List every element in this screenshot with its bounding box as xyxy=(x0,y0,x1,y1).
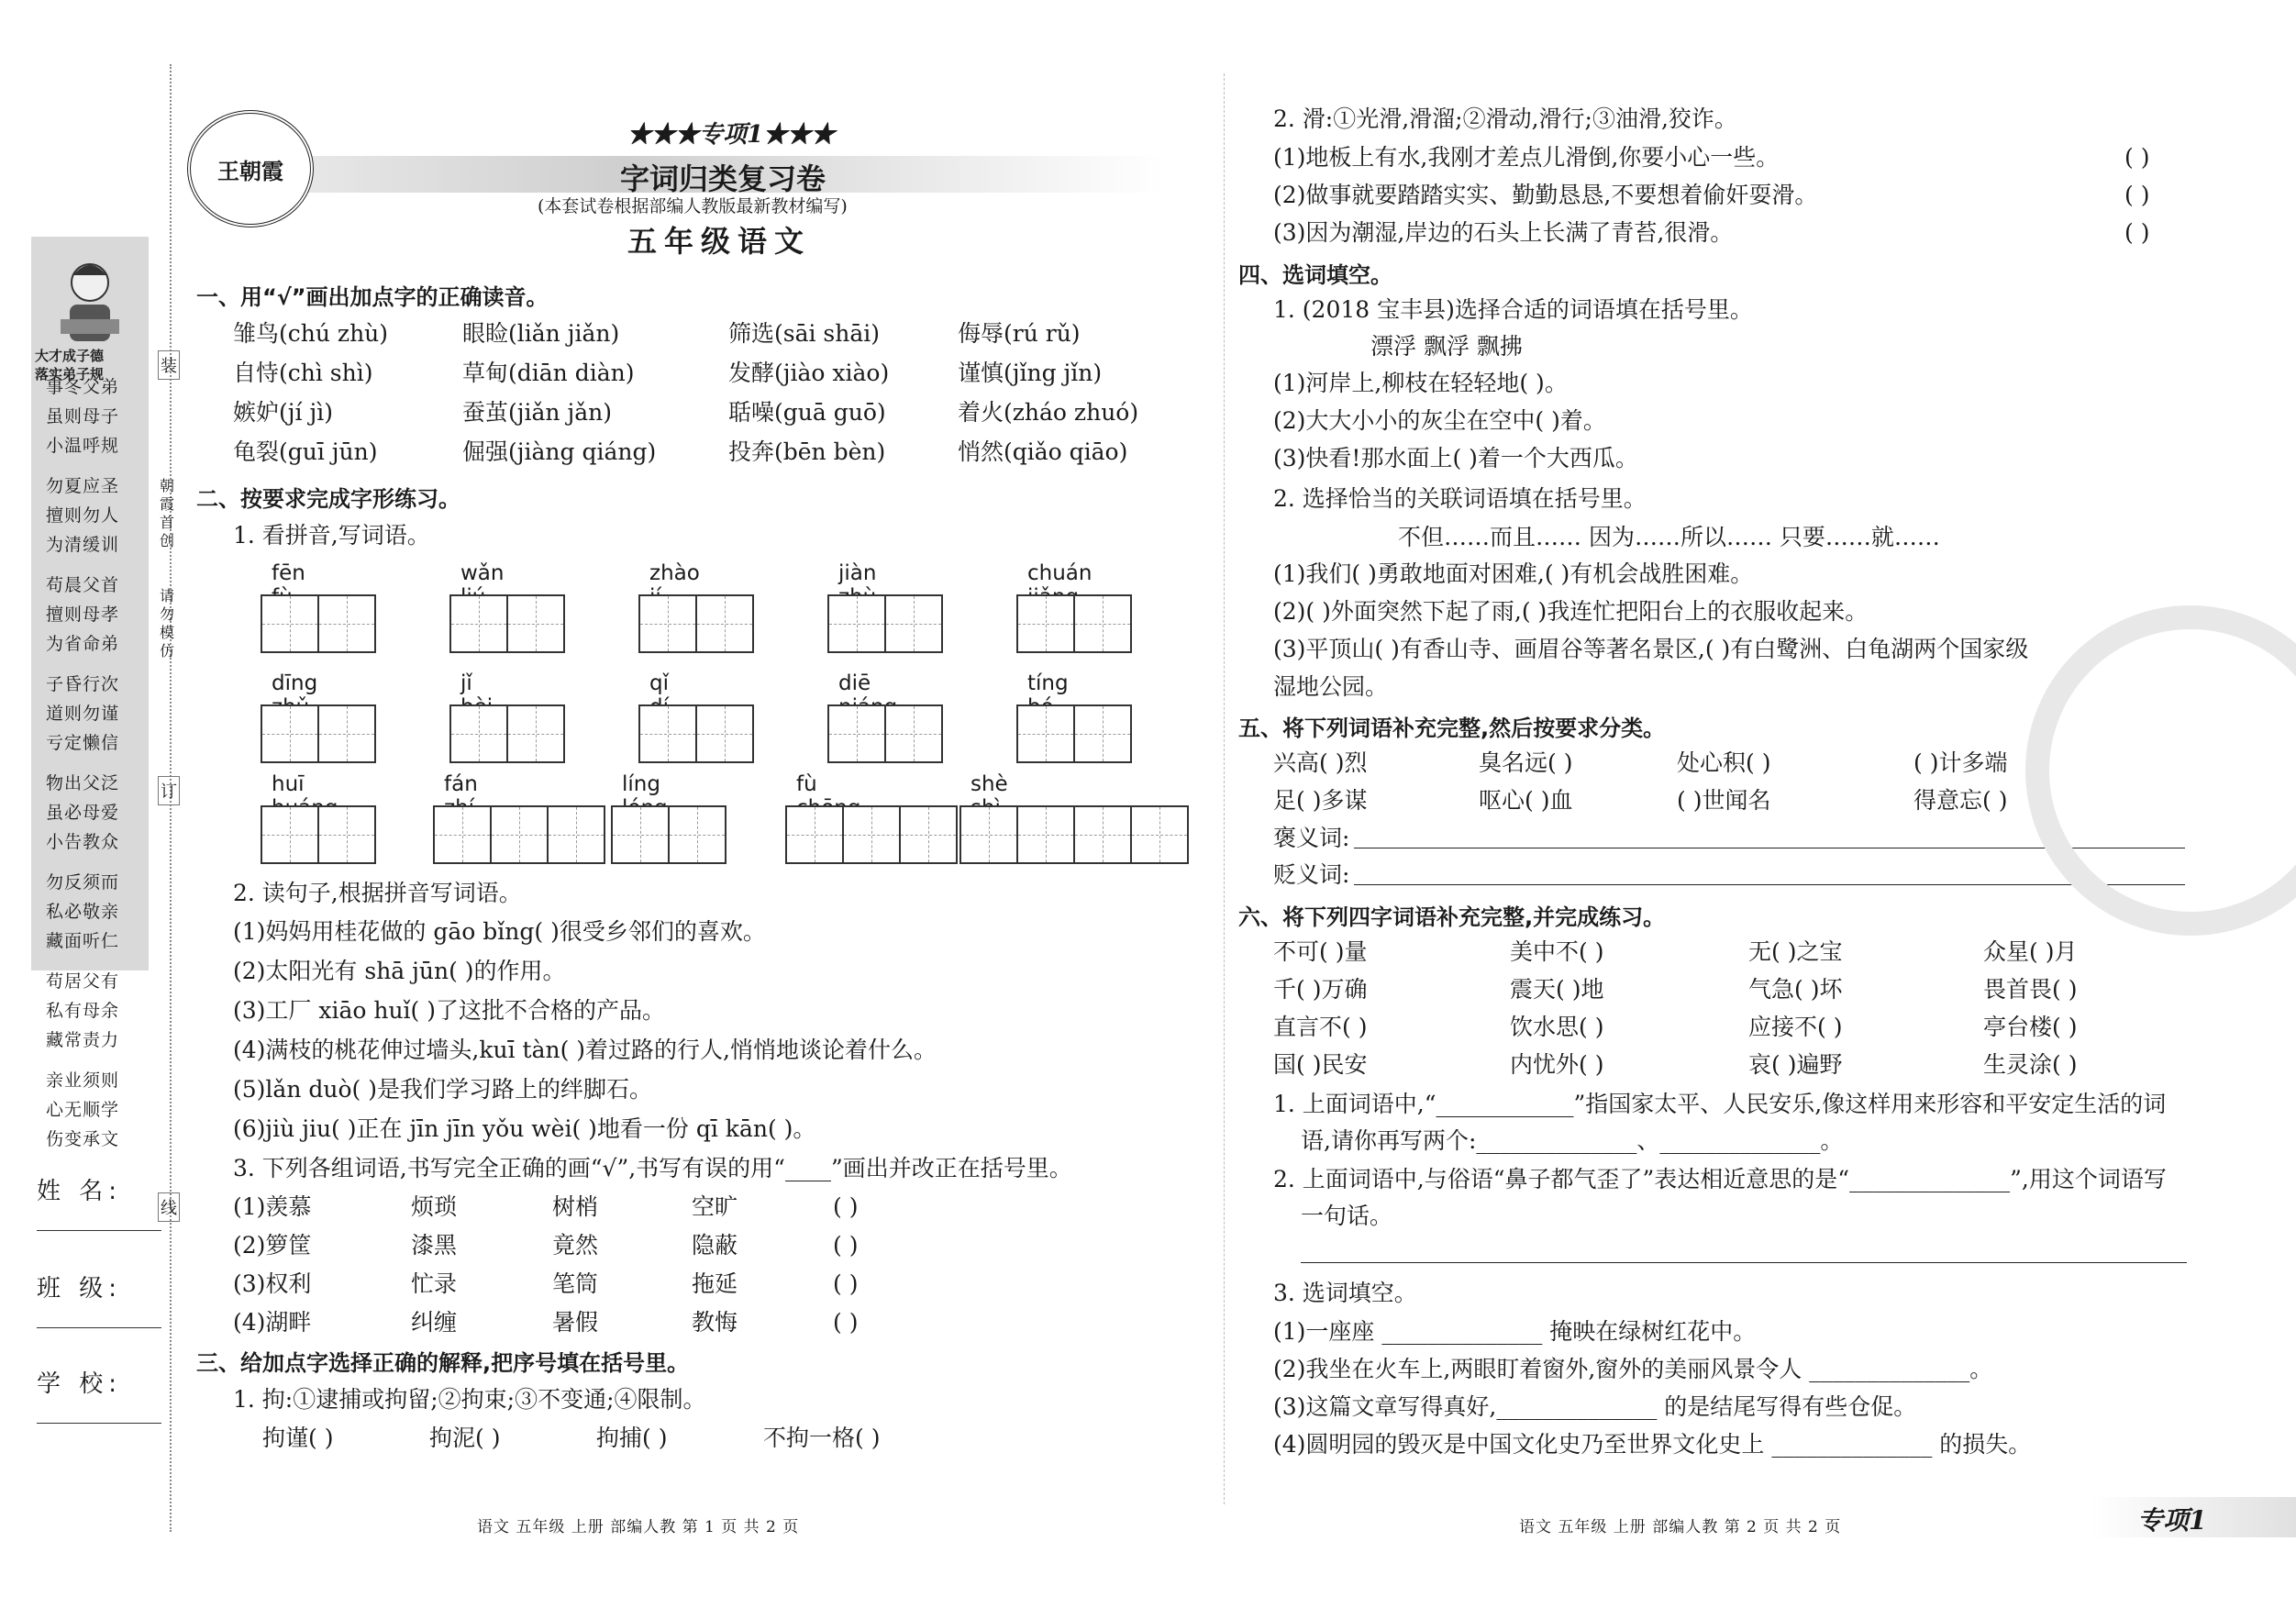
word-cell: 树梢 xyxy=(552,1193,599,1220)
word-cell: 拖延 xyxy=(692,1270,738,1297)
idiom-blank[interactable]: ( )世闻名 xyxy=(1677,787,1771,814)
character-box[interactable] xyxy=(638,594,697,653)
derog-label: 贬义词: xyxy=(1273,861,1350,888)
fill-in-sentence[interactable]: (2)我坐在火车上,两眼盯着窗外,窗外的美丽风景令人 ______________。 xyxy=(1273,1356,1993,1382)
brand-logo xyxy=(187,110,314,227)
s6-q2b: 一句话。 xyxy=(1301,1203,1393,1229)
sidebar-rule-line: 心无顺学 xyxy=(46,1100,120,1120)
pronunciation-item[interactable]: 雏鸟(chú zhù) xyxy=(233,320,389,347)
fill-in-sentence[interactable]: (3)平顶山( )有香山寺、画眉谷等著名景区,( )有白鹭洲、白龟湖两个国家级 xyxy=(1273,636,2029,662)
pinyin-label: jǐ xyxy=(460,671,472,695)
pronunciation-item[interactable]: 聒噪(guā guō) xyxy=(728,399,886,426)
s2-q2: 2. 读句子,根据拼音写词语。 xyxy=(233,880,522,906)
fill-in-sentence[interactable]: (4)圆明园的毁灭是中国文化史乃至世界文化史上 ______________ 的损失。 xyxy=(1273,1431,2032,1458)
page-title: 字词归类复习卷 xyxy=(620,161,826,196)
name-input-line[interactable] xyxy=(37,1230,161,1231)
character-box[interactable] xyxy=(1073,594,1132,653)
pinyin-label: tíng xyxy=(1027,671,1069,695)
sidebar-rule-line: 藏常责力 xyxy=(46,1030,120,1050)
character-box-group xyxy=(1018,704,1132,763)
idiom-blank[interactable]: 无( )之宝 xyxy=(1748,938,1843,965)
word-cell: (3)权利 xyxy=(233,1270,312,1297)
sidebar-rule-line: 伤变承文 xyxy=(46,1129,120,1149)
s4-q1: 1. (2018 宝丰县)选择合适的词语填在括号里。 xyxy=(1273,296,1753,323)
character-box[interactable] xyxy=(490,805,549,864)
s3-q2: 2. 滑:①光滑,滑溜;②滑动,滑行;③油滑,狡诈。 xyxy=(1273,105,1737,132)
character-box[interactable] xyxy=(959,805,1018,864)
idiom-blank[interactable]: 饮水思( ) xyxy=(1510,1014,1604,1040)
binding-mark: 朝霞首创 xyxy=(160,477,175,549)
binding-mark: 装 xyxy=(158,350,180,380)
character-box[interactable] xyxy=(1016,704,1075,763)
word-cell: 烦琐 xyxy=(411,1193,458,1220)
answer-bracket[interactable]: ( ) xyxy=(833,1232,859,1259)
character-box[interactable] xyxy=(317,704,376,763)
s4-q1-words: 漂浮 飘浮 飘拂 xyxy=(1370,333,1523,360)
idiom-blank[interactable]: 兴高( )烈 xyxy=(1273,749,1368,776)
binding-mark: 线 xyxy=(158,1192,180,1222)
fill-in-sentence[interactable]: 湿地公园。 xyxy=(1273,673,1389,700)
character-box[interactable] xyxy=(827,704,886,763)
character-box[interactable] xyxy=(261,594,319,653)
character-box[interactable] xyxy=(261,805,319,864)
class-input-line[interactable] xyxy=(37,1327,161,1328)
child-reading-illustration xyxy=(53,248,127,358)
idiom-blank[interactable]: 处心积( ) xyxy=(1677,749,1771,776)
character-box[interactable] xyxy=(317,805,376,864)
sidebar-rule-line: 为省命弟 xyxy=(46,634,120,654)
character-box[interactable] xyxy=(884,704,943,763)
idiom-blank[interactable]: 得意忘( ) xyxy=(1913,787,2008,814)
word-cell: (4)湖畔 xyxy=(233,1309,312,1336)
section-label: ★★★专项1★★★ xyxy=(627,121,836,149)
idiom-blank[interactable]: 畏首畏( ) xyxy=(1983,976,2078,1003)
fill-in-sentence[interactable]: (2)太阳光有 shā jūn( )的作用。 xyxy=(233,958,566,984)
school-field xyxy=(37,1365,161,1424)
pronunciation-item[interactable]: 投奔(bēn bèn) xyxy=(728,438,886,465)
answer-bracket[interactable]: ( ) xyxy=(833,1309,859,1336)
sidebar-rule-line: 事冬父弟 xyxy=(46,377,120,397)
s3-title: 三、给加点字选择正确的解释,把序号填在括号里。 xyxy=(196,1350,690,1376)
character-box[interactable] xyxy=(842,805,901,864)
sentence-text: (3)因为潮湿,岸边的石头上长满了青苔,很滑。 xyxy=(1273,219,1734,246)
footer-left: 语文 五年级 上册 部编人教 第 1 页 共 2 页 xyxy=(477,1518,800,1536)
meaning-choice[interactable]: 拘捕( ) xyxy=(596,1425,668,1451)
character-box-group xyxy=(961,805,1189,864)
pinyin-label: fēn xyxy=(272,561,305,585)
idiom-blank[interactable]: 臭名远( ) xyxy=(1479,749,1573,776)
pinyin-label: fù xyxy=(796,772,817,796)
character-box[interactable] xyxy=(695,594,754,653)
motto-line: 落实弟子规 xyxy=(35,366,105,383)
pinyin-label: dīng xyxy=(272,671,318,695)
character-box[interactable] xyxy=(884,594,943,653)
character-box-group xyxy=(1018,594,1132,653)
pronunciation-item[interactable]: 自恃(chì shì) xyxy=(233,360,373,386)
fill-in-sentence[interactable]: (1)我们( )勇敢地面对困难,( )有机会战胜困难。 xyxy=(1273,560,1754,587)
meaning-choice[interactable]: 拘泥( ) xyxy=(429,1425,501,1451)
character-box[interactable] xyxy=(668,805,727,864)
sidebar-rule-line: 勿夏应圣 xyxy=(46,476,120,496)
word-cell: (2)箩筐 xyxy=(233,1232,312,1259)
sidebar-rule-line: 私必敬亲 xyxy=(46,902,120,922)
class-field xyxy=(37,1270,161,1328)
answer-bracket[interactable]: ( ) xyxy=(2124,144,2150,171)
idiom-blank[interactable]: ( )计多端 xyxy=(1913,749,2008,776)
sentence-answer-line[interactable] xyxy=(1301,1262,2187,1263)
s6-title: 六、将下列四字词语补充完整,并完成练习。 xyxy=(1238,904,1666,930)
character-box-group xyxy=(262,805,376,864)
s6-q1a: 1. 上面词语中,“____________”指国家太平、人民安乐,像这样用来形容和平安定生活的词 xyxy=(1273,1091,2167,1117)
idiom-blank[interactable]: 直言不( ) xyxy=(1273,1014,1368,1040)
pronunciation-item[interactable]: 侮辱(rú rǔ) xyxy=(958,320,1081,347)
character-box[interactable] xyxy=(1073,805,1132,864)
word-cell: (1)羡慕 xyxy=(233,1193,312,1220)
word-cell: 教悔 xyxy=(692,1309,738,1336)
character-box-group xyxy=(613,805,727,864)
pronunciation-item[interactable]: 龟裂(guī jūn) xyxy=(233,438,378,465)
derog-answer-line[interactable] xyxy=(1354,884,2185,885)
idiom-blank[interactable]: 国( )民安 xyxy=(1273,1051,1368,1078)
character-box[interactable] xyxy=(1016,805,1075,864)
s4-q2-words: 不但……而且…… 因为……所以…… 只要……就…… xyxy=(1398,524,1940,550)
fill-in-sentence[interactable]: (6)jiù jiu( )正在 jīn jīn yǒu wèi( )地看一份 qī kān( )。 xyxy=(233,1115,816,1142)
character-box[interactable] xyxy=(785,805,844,864)
pinyin-label: shè xyxy=(971,772,1008,796)
footer-right: 语文 五年级 上册 部编人教 第 2 页 共 2 页 xyxy=(1519,1518,1842,1536)
word-cell: 笔筒 xyxy=(552,1270,599,1297)
fill-in-sentence[interactable]: (3)快看!那水面上( )着一个大西瓜。 xyxy=(1273,445,1638,471)
character-box[interactable] xyxy=(1016,594,1075,653)
pronunciation-item[interactable]: 筛选(sāi shāi) xyxy=(728,320,881,347)
school-label: 学 校: xyxy=(37,1370,123,1398)
fill-in-sentence[interactable]: (1)河岸上,柳枝在轻轻地( )。 xyxy=(1273,370,1568,396)
s1-title: 一、用“√”画出加点字的正确读音。 xyxy=(196,284,549,310)
character-box-group xyxy=(640,704,754,763)
pinyin-label: jiàn xyxy=(838,561,877,585)
s5-title: 五、将下列词语补充完整,然后按要求分类。 xyxy=(1238,715,1666,741)
word-cell: 空旷 xyxy=(692,1193,738,1220)
pinyin-label: fán xyxy=(444,772,478,796)
character-box-group xyxy=(435,805,605,864)
s4-q2: 2. 选择恰当的关联词语填在括号里。 xyxy=(1273,485,1647,512)
character-box[interactable] xyxy=(449,704,508,763)
fill-in-sentence[interactable]: (3)工厂 xiāo huǐ( )了这批不合格的产品。 xyxy=(233,997,666,1024)
word-cell: 竟然 xyxy=(552,1232,599,1259)
character-box[interactable] xyxy=(433,805,492,864)
fill-in-sentence[interactable]: (5)lǎn duò( )是我们学习路上的绊脚石。 xyxy=(233,1076,652,1103)
pronunciation-item[interactable]: 草甸(diān diàn) xyxy=(462,360,635,386)
sentence-text: (1)地板上有水,我刚才差点儿滑倒,你要小心一些。 xyxy=(1273,144,1780,171)
pinyin-label: chuán xyxy=(1027,561,1093,585)
watermark-seal xyxy=(2025,605,2296,936)
character-box[interactable] xyxy=(317,594,376,653)
s2-q1: 1. 看拼音,写词语。 xyxy=(233,522,430,549)
character-box[interactable] xyxy=(1130,805,1189,864)
page-subtitle: (本套试卷根据部编人教版最新教材编写) xyxy=(538,196,848,216)
idiom-blank[interactable]: 震天( )地 xyxy=(1510,976,1604,1003)
pronunciation-item[interactable]: 倔强(jiàng qiáng) xyxy=(462,438,657,465)
sidebar-rule-line: 亲业须则 xyxy=(46,1070,120,1091)
pronunciation-item[interactable]: 悄然(qiǎo qiāo) xyxy=(958,438,1128,465)
motto-line: 大才成子德 xyxy=(35,348,105,364)
idiom-blank[interactable]: 气急( )坏 xyxy=(1748,976,1843,1003)
meaning-choice[interactable]: 拘谨( ) xyxy=(262,1425,334,1451)
sidebar-rule-line: 勿反须而 xyxy=(46,872,120,893)
sidebar-rule-line: 为清缓训 xyxy=(46,535,120,555)
idiom-blank[interactable]: 不可( )量 xyxy=(1273,938,1368,965)
sidebar-rule-line: 子昏行次 xyxy=(46,674,120,694)
character-box-group xyxy=(451,704,565,763)
pronunciation-item[interactable]: 着火(zháo zhuó) xyxy=(958,399,1139,426)
idiom-blank[interactable]: 应接不( ) xyxy=(1748,1014,1843,1040)
answer-bracket[interactable]: ( ) xyxy=(2124,219,2150,246)
idiom-blank[interactable]: 美中不( ) xyxy=(1510,938,1604,965)
s2-q3: 3. 下列各组词语,书写完全正确的画“√”,书写有误的用“____”画出并改正在括号里。 xyxy=(233,1155,1072,1181)
page-divider xyxy=(1224,73,1225,1504)
word-cell: 漆黑 xyxy=(411,1232,458,1259)
class-label: 班 级: xyxy=(37,1275,123,1303)
sidebar-rule-line: 道则勿谨 xyxy=(46,704,120,724)
name-label: 姓 名: xyxy=(37,1178,123,1205)
sidebar-rule-line: 亏定懒信 xyxy=(46,733,120,753)
idiom-blank[interactable]: 内忧外( ) xyxy=(1510,1051,1604,1078)
name-field xyxy=(37,1172,161,1231)
character-box[interactable] xyxy=(695,704,754,763)
sidebar-rule-line: 私有母余 xyxy=(46,1001,120,1021)
character-box-group xyxy=(829,594,943,653)
character-box[interactable] xyxy=(547,805,605,864)
answer-bracket[interactable]: ( ) xyxy=(833,1193,859,1220)
sidebar-rule-line: 苟晨父首 xyxy=(46,575,120,595)
pinyin-label: huī xyxy=(272,772,305,796)
pinyin-label: líng xyxy=(622,772,660,796)
character-box[interactable] xyxy=(899,805,958,864)
fill-in-sentence[interactable]: (2)大大小小的灰尘在空中( )着。 xyxy=(1273,407,1606,434)
sidebar-rule-line: 物出父泛 xyxy=(46,773,120,793)
pinyin-label: qǐ xyxy=(649,671,669,695)
pronunciation-item[interactable]: 蚕茧(jiǎn jǎn) xyxy=(462,399,612,426)
character-box-group xyxy=(262,594,376,653)
idiom-blank[interactable]: 哀( )遍野 xyxy=(1748,1051,1843,1078)
pinyin-label: diē xyxy=(838,671,871,695)
sidebar-rule-line: 小告教众 xyxy=(46,832,120,852)
pronunciation-item[interactable]: 发酵(jiào xiào) xyxy=(728,360,890,386)
pinyin-label: zhào xyxy=(649,561,700,585)
character-box-group xyxy=(787,805,958,864)
idiom-blank[interactable]: 众星( )月 xyxy=(1983,938,2078,965)
word-cell: 忙录 xyxy=(411,1270,458,1297)
word-cell: 纠缠 xyxy=(411,1309,458,1336)
binding-mark: 订 xyxy=(158,776,180,805)
binding-mark: 请勿模仿 xyxy=(160,587,175,660)
fill-in-sentence[interactable]: (4)满枝的桃花伸过墙头,kuī tàn( )着过路的行人,悄悄地谈论着什么。 xyxy=(233,1037,937,1063)
school-input-line[interactable] xyxy=(37,1423,161,1424)
praise-label: 褒义词: xyxy=(1273,825,1350,851)
idiom-blank[interactable]: 生灵涂( ) xyxy=(1983,1051,2078,1078)
character-box[interactable] xyxy=(506,594,565,653)
sidebar-rule-line: 虽则母子 xyxy=(46,406,120,427)
answer-bracket[interactable]: ( ) xyxy=(2124,182,2150,208)
character-box-group xyxy=(640,594,754,653)
character-box[interactable] xyxy=(449,594,508,653)
character-box[interactable] xyxy=(506,704,565,763)
sidebar-rule-text xyxy=(46,376,138,1169)
fill-in-sentence[interactable]: (1)妈妈用桂花做的 gāo bǐng( )很受乡邻们的喜欢。 xyxy=(233,918,766,945)
fill-in-sentence[interactable]: (1)一座座 ______________ 掩映在绿树红花中。 xyxy=(1273,1318,1757,1345)
sidebar-rule-line: 藏面听仁 xyxy=(46,931,120,951)
character-box[interactable] xyxy=(611,805,670,864)
meaning-choice[interactable]: 不拘一格( ) xyxy=(763,1425,881,1451)
pronunciation-item[interactable]: 眼睑(liǎn jiǎn) xyxy=(462,320,620,347)
sidebar-rule-line: 小温呼规 xyxy=(46,436,120,456)
word-cell: 暑假 xyxy=(552,1309,599,1336)
character-box-group xyxy=(262,704,376,763)
pinyin-label: wǎn xyxy=(460,561,505,585)
fill-in-sentence[interactable]: (3)这篇文章写得真好,______________ 的是结尾写得有些仓促。 xyxy=(1273,1393,1917,1420)
fill-in-sentence[interactable]: (2)( )外面突然下起了雨,( )我连忙把阳台上的衣服收起来。 xyxy=(1273,598,1869,625)
character-box[interactable] xyxy=(827,594,886,653)
brand-logo-text: 王朝霞 xyxy=(217,157,283,184)
character-box-group xyxy=(829,704,943,763)
idiom-blank[interactable]: 千( )万确 xyxy=(1273,976,1368,1003)
pronunciation-item[interactable]: 嫉妒(jí jì) xyxy=(233,399,333,426)
s2-title: 二、按要求完成字形练习。 xyxy=(196,486,460,512)
s6-q1b: 语,请你再写两个:______________、______________。 xyxy=(1301,1127,1844,1154)
footer-tag-text: 专项1 xyxy=(2137,1505,2207,1536)
idiom-blank[interactable]: 足( )多谋 xyxy=(1273,787,1368,814)
idiom-blank[interactable]: 呕心( )血 xyxy=(1479,787,1573,814)
word-cell: 隐蔽 xyxy=(692,1232,738,1259)
s6-q3: 3. 选词填空。 xyxy=(1273,1280,1417,1306)
pronunciation-item[interactable]: 谨慎(jǐng jǐn) xyxy=(958,360,1103,386)
answer-bracket[interactable]: ( ) xyxy=(833,1270,859,1297)
sidebar-rule-line: 苟居父有 xyxy=(46,971,120,992)
sentence-text: (2)做事就要踏踏实实、勤勤恳恳,不要想着偷奸耍滑。 xyxy=(1273,182,1818,208)
sidebar-rule-line: 擅则母孝 xyxy=(46,604,120,625)
sidebar-rule-line: 虽必母爱 xyxy=(46,803,120,823)
s3-q1: 1. 拘:①逮捕或拘留;②拘束;③不变通;④限制。 xyxy=(233,1386,706,1413)
sidebar-rule-line: 擅则勿人 xyxy=(46,505,120,526)
s4-title: 四、选词填空。 xyxy=(1238,262,1392,288)
character-box-group xyxy=(451,594,565,653)
character-box[interactable] xyxy=(1073,704,1132,763)
character-box[interactable] xyxy=(638,704,697,763)
idiom-blank[interactable]: 亭台楼( ) xyxy=(1983,1014,2078,1040)
grade-heading: 五年级语文 xyxy=(627,224,812,259)
character-box[interactable] xyxy=(261,704,319,763)
s6-q2a: 2. 上面词语中,与俗语“鼻子都气歪了”表达相近意思的是“______________”,用这个词语写 xyxy=(1273,1166,2167,1192)
